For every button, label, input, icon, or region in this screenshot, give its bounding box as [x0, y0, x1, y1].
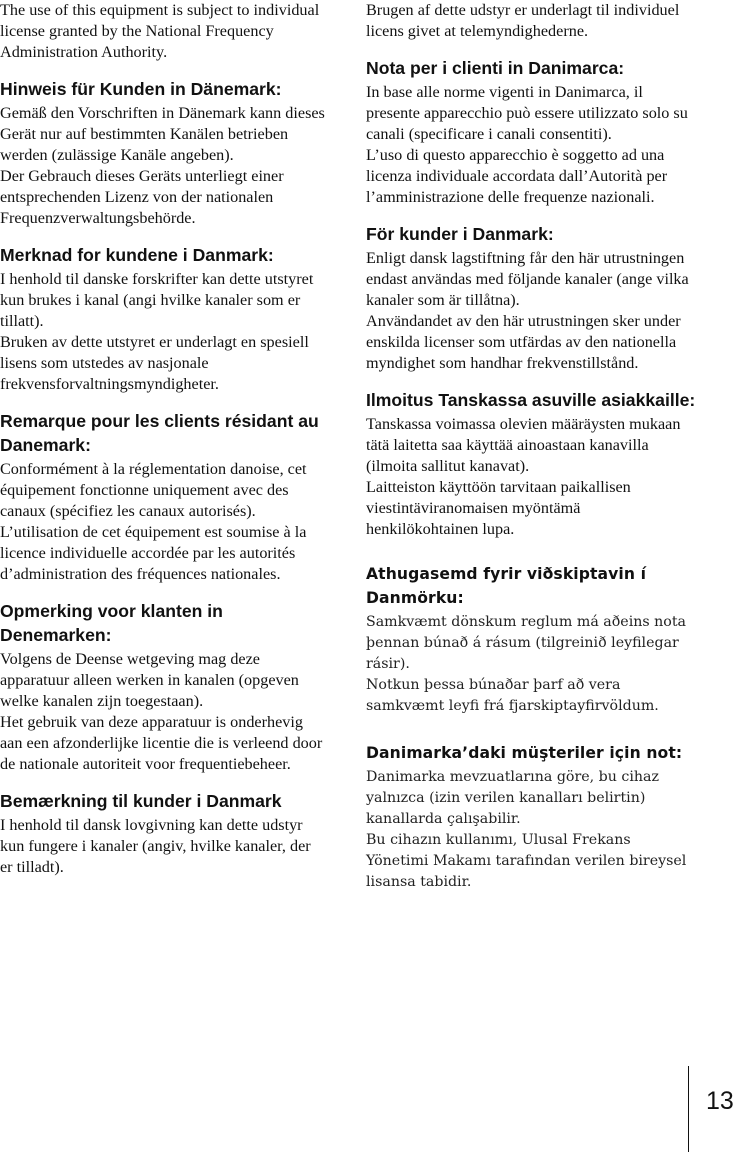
notice-finnish-paragraph: Laitteiston käyttöön tarvitaan paikallisen viestintäviranomaisen myöntämä henkilökohtainen lupa. [366, 478, 631, 538]
notice-italian-paragraph: In base alle norme vigenti in Danimarca, il presente apparecchio può essere utilizzato solo su canali (specificare i canali consentiti). [366, 83, 688, 143]
notice-dutch-paragraph: Het gebruik van deze apparatuur is onderhevig aan een afzonderlijke licentie die is verleend door de nationale autoriteit voor frequentiebeheer. [0, 713, 323, 773]
notice-swedish-heading: För kunder i Danmark: [366, 224, 554, 244]
notice-turkish-heading: Danimarka’daki müşteriler için not: [366, 744, 683, 762]
notice-italian-paragraph: L’uso di questo apparecchio è soggetto ad una licenza individuale accordata dall’Autorità per l’amministrazione delle frequenze nazionali. [366, 146, 668, 206]
notice-turkish [366, 741, 696, 893]
notice-icelandic-paragraph: Samkvæmt dönskum reglum má aðeins nota þennan búnað á rásum (tilgreinið leyfilegar rásir). [366, 614, 687, 672]
notice-finnish-heading: Ilmoitus Tanskassa asuville asiakkaille: [366, 390, 696, 410]
notice-finnish-paragraph: Tanskassa voimassa olevien määräysten mukaan tätä laitetta saa käyttää ainoastaan kanavilla (ilmoita sallitut kanavat). [366, 415, 681, 475]
notice-swedish [366, 222, 696, 374]
notice-norwegian [0, 243, 326, 395]
notice-danish-heading: Bemærkning til kunder i Danmark [0, 791, 282, 811]
notice-dutch-heading: Opmerking voor klanten in Denemarken: [0, 601, 223, 645]
left-column [0, 0, 326, 892]
notice-norwegian-paragraph: I henhold til danske forskrifter kan dette utstyret kun brukes i kanal (angi hvilke kanaler som er tillatt). [0, 270, 314, 330]
notice-french [0, 409, 326, 585]
notice-swedish-paragraph: Användandet av den här utrustningen sker under enskilda licenser som utfärdas av den nationella myndighet som handhar frekvenstillstånd. [366, 312, 681, 372]
notice-french-paragraph: L’utilisation de cet équipement est soumise à la licence individuelle accordée par les autorités d’administration des fréquences nationales. [0, 523, 307, 583]
notice-turkish-paragraph: Danimarka mevzuatlarına göre, bu cihaz yalnızca (izin verilen kanalları belirtin) kanallarda çalışabilir. [366, 769, 659, 827]
notice-german-heading: Hinweis für Kunden in Dänemark: [0, 79, 282, 99]
notice-norwegian-heading: Merknad for kundene i Danmark: [0, 245, 274, 265]
notice-italian-heading: Nota per i clienti in Danimarca: [366, 58, 625, 78]
right-intro-text: Brugen af dette udstyr er underlagt til individuel licens givet at telemyndighederne. [366, 1, 680, 40]
notice-french-heading: Remarque pour les clients résidant au Danemark: [0, 411, 319, 455]
notice-icelandic [366, 562, 696, 717]
notice-norwegian-paragraph: Bruken av dette utstyret er underlagt en spesiell lisens som utstedes av nasjonale frekvensforvaltningsmyndigheter. [0, 333, 309, 393]
notice-icelandic-paragraph: Notkun þessa búnaðar þarf að vera samkvæmt leyfi frá fjarskiptayfirvöldum. [366, 677, 659, 714]
page-number-divider [688, 1066, 689, 1152]
page-number: 13 [706, 1087, 734, 1115]
notice-french-paragraph: Conformément à la réglementation danoise, cet équipement fonctionne uniquement avec des canaux (spécifiez les canaux autorisés). [0, 460, 307, 520]
notice-finnish [366, 388, 696, 540]
right-column [366, 0, 696, 907]
notice-turkish-paragraph: Bu cihazın kullanımı, Ulusal Frekans Yönetimi Makamı tarafından verilen bireysel lisansa tabidir. [366, 832, 687, 890]
notice-dutch [0, 599, 326, 775]
notice-icelandic-heading: Athugasemd fyrir viðskiptavin í Danmörku: [366, 565, 647, 607]
notice-danish-paragraph: I henhold til dansk lovgivning kan dette udstyr kun fungere i kanaler (angiv, hvilke kanaler, der er tilladt). [0, 816, 311, 876]
left-intro [0, 0, 326, 63]
notice-german-paragraph: Der Gebrauch dieses Geräts unterliegt einer entsprechenden Lizenz von der nationalen Frequenzverwaltungsbehörde. [0, 167, 284, 227]
notice-german-paragraph: Gemäß den Vorschriften in Dänemark kann dieses Gerät nur auf bestimmten Kanälen betrieben werden (zulässige Kanäle angeben). [0, 104, 325, 164]
notice-italian [366, 56, 696, 208]
notice-danish [0, 789, 326, 878]
notice-german [0, 77, 326, 229]
right-intro [366, 0, 696, 42]
notice-swedish-paragraph: Enligt dansk lagstiftning får den här utrustningen endast användas med följande kanaler (ange vilka kanaler som är tillåtna). [366, 249, 689, 309]
notice-dutch-paragraph: Volgens de Deense wetgeving mag deze apparatuur alleen werken in kanalen (opgeven welke kanalen zijn toegestaan). [0, 650, 299, 710]
left-intro-text: The use of this equipment is subject to individual license granted by the National Frequency Administration Authority. [0, 1, 320, 61]
